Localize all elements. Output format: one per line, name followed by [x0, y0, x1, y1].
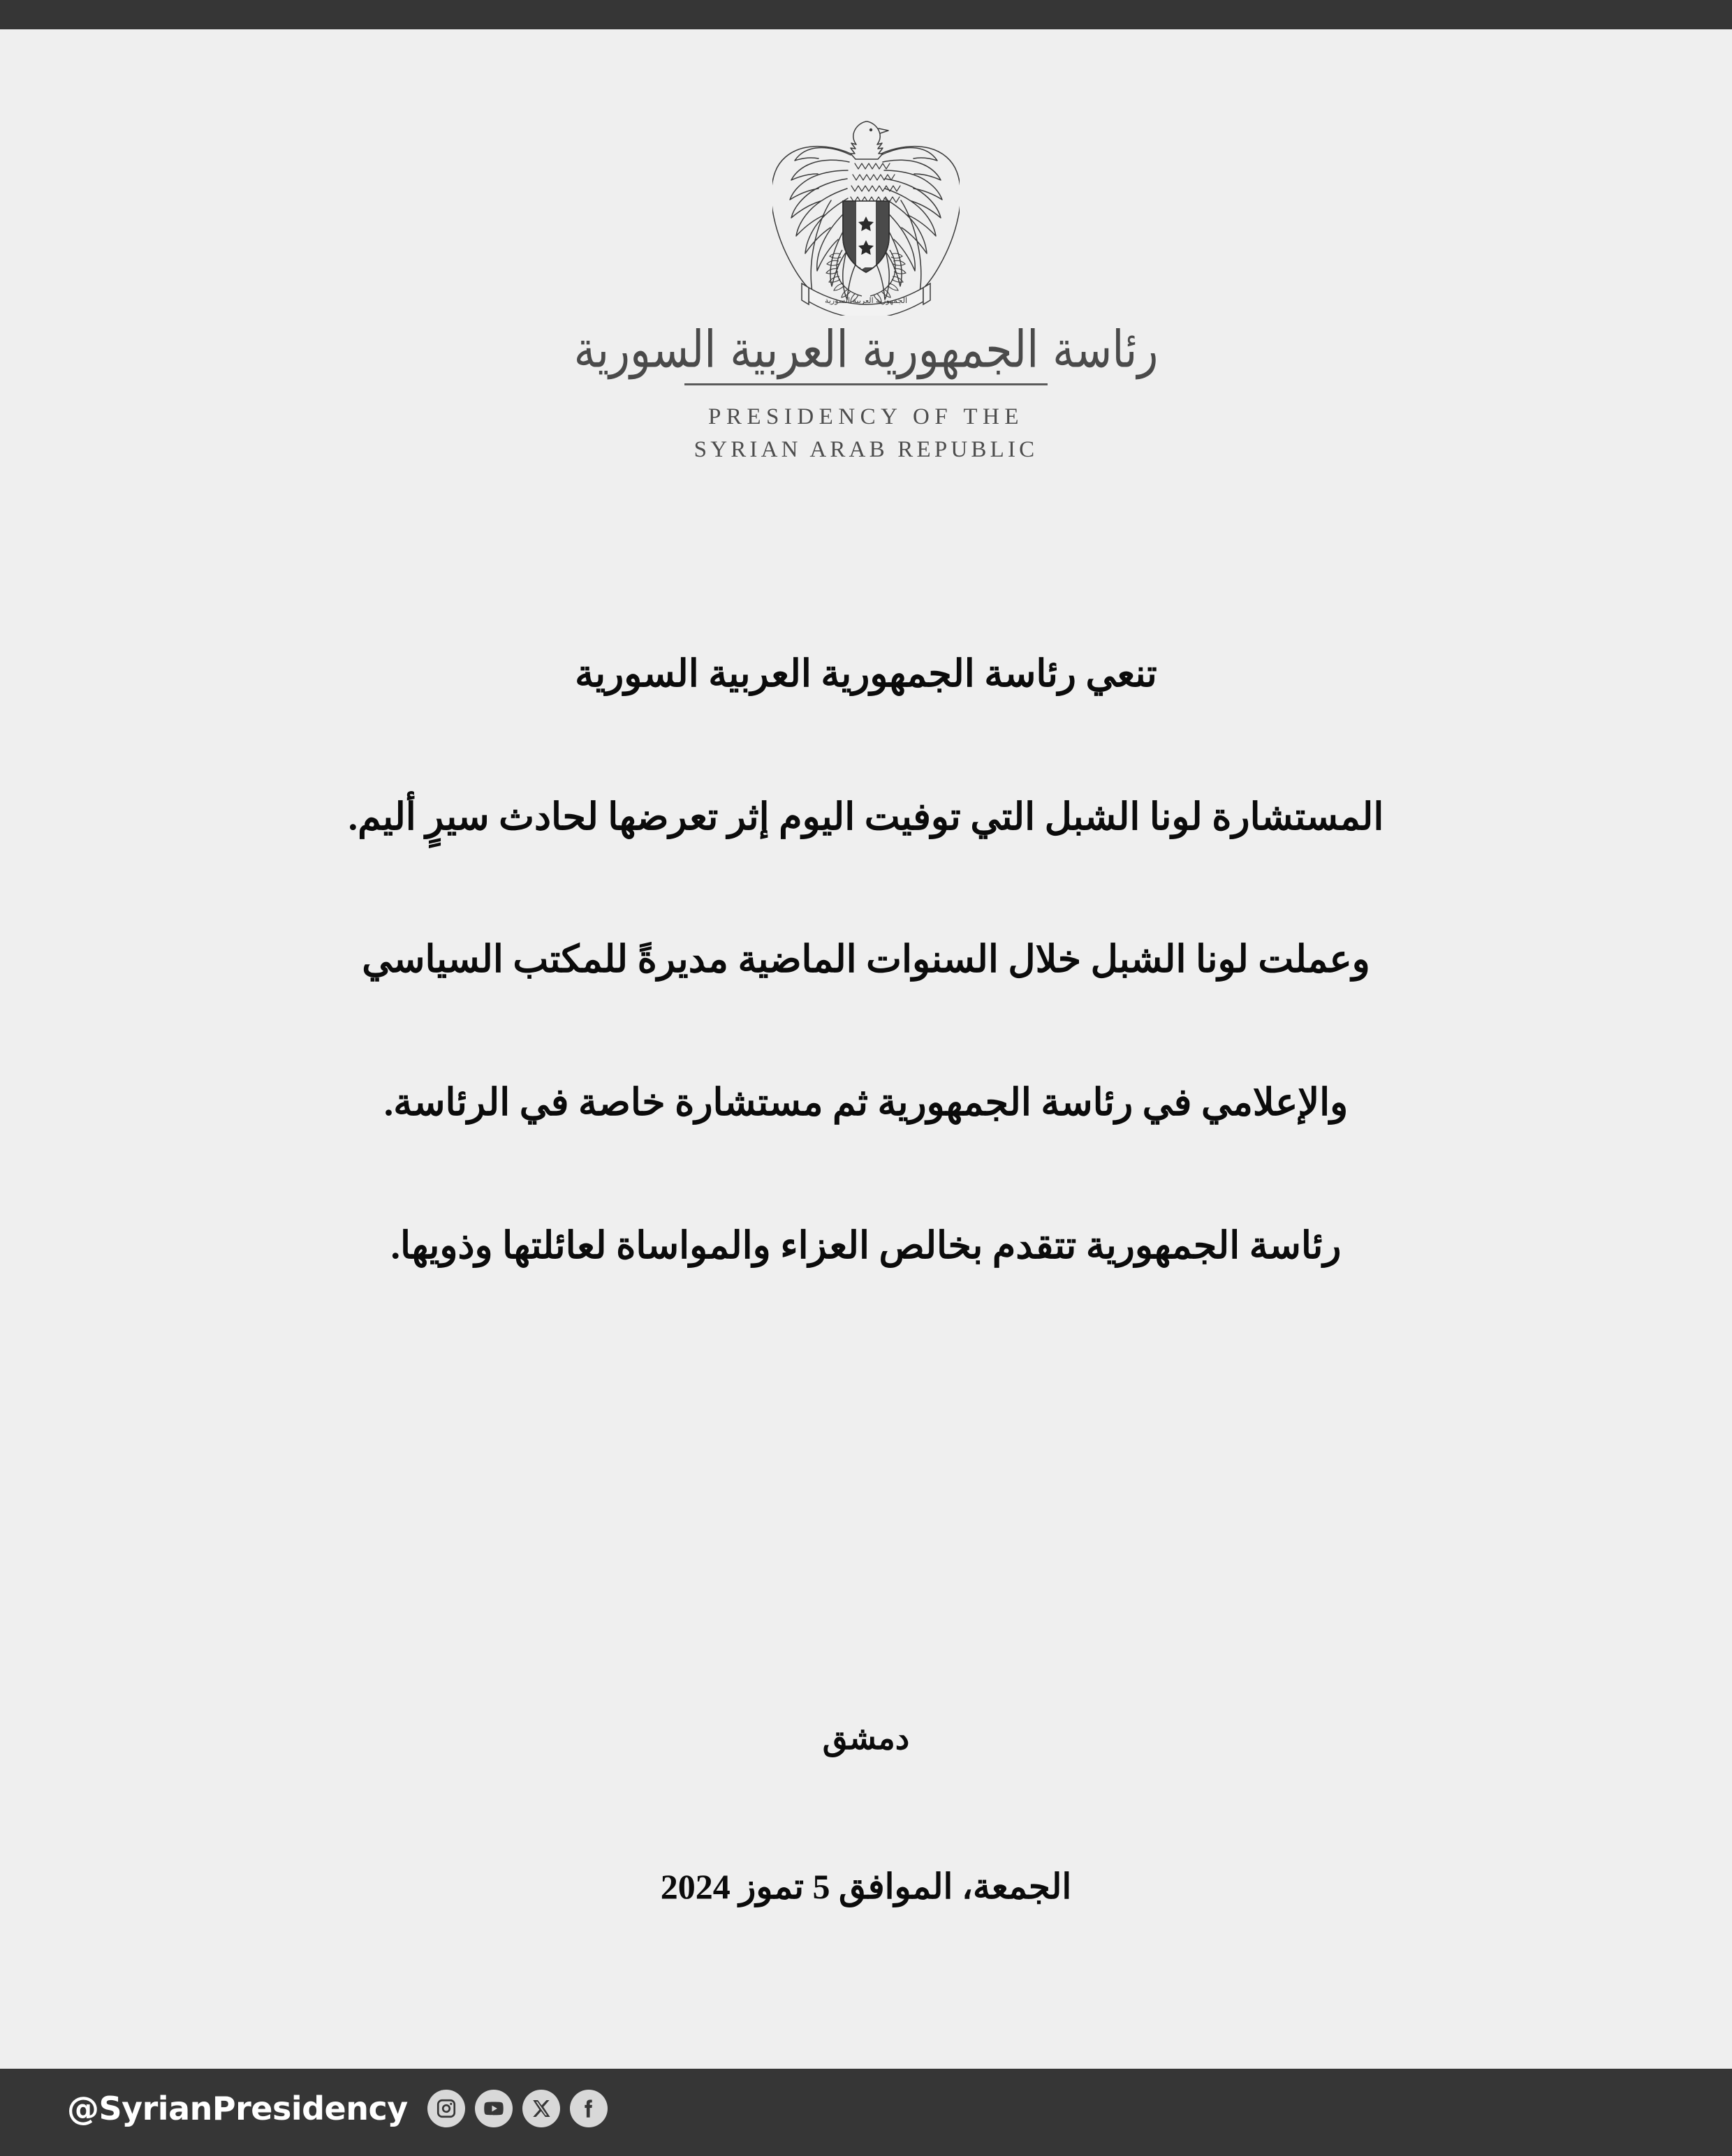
letterhead-english-line-2: SYRIAN ARAB REPUBLIC [693, 436, 1039, 462]
document-sheet [0, 29, 1732, 2069]
instagram-icon[interactable] [427, 2090, 465, 2127]
social-handle[interactable]: @SyrianPresidency [67, 2090, 408, 2127]
statement-paragraph: تنعي رئاسة الجمهورية العربية السورية [575, 653, 1157, 695]
letterhead-divider [684, 383, 1048, 385]
statement-paragraph: والإعلامي في رئاسة الجمهورية ثم مستشارة خاصة في الرئاسة. [383, 1081, 1349, 1124]
emblem-banner-text: الجمهورية العربية السورية [824, 296, 908, 305]
facebook-icon[interactable] [570, 2090, 608, 2127]
statement-paragraph: المستشارة لونا الشبل التي توفيت اليوم إثر تعرضها لحادث سيرٍ أليم. [348, 795, 1384, 838]
signoff-date: الجمعة، الموافق 5 تموز 2024 [660, 1867, 1072, 1906]
statement-paragraph: وعملت لونا الشبل خلال السنوات الماضية مديرةً للمكتب السياسي [362, 938, 1370, 981]
social-links [67, 2090, 608, 2127]
statement-paragraph: رئاسة الجمهورية تتقدم بخالص العزاء والمواساة لعائلتها وذويها. [390, 1224, 1342, 1267]
statement-body [0, 647, 1732, 1272]
letterhead-arabic-title: رئاسة الجمهورية العربية السورية [573, 319, 1159, 380]
x-twitter-icon[interactable] [522, 2090, 560, 2127]
signoff-block [0, 1719, 1732, 1907]
syrian-arab-republic-eagle-emblem [772, 112, 960, 316]
signoff-city: دمشق [822, 1720, 910, 1756]
youtube-icon[interactable] [475, 2090, 513, 2127]
letterhead-english-title [694, 401, 1039, 466]
letterhead [0, 29, 1732, 466]
letterhead-english-line-1: PRESIDENCY OF THE [707, 404, 1025, 430]
top-chrome-bar [0, 0, 1732, 29]
